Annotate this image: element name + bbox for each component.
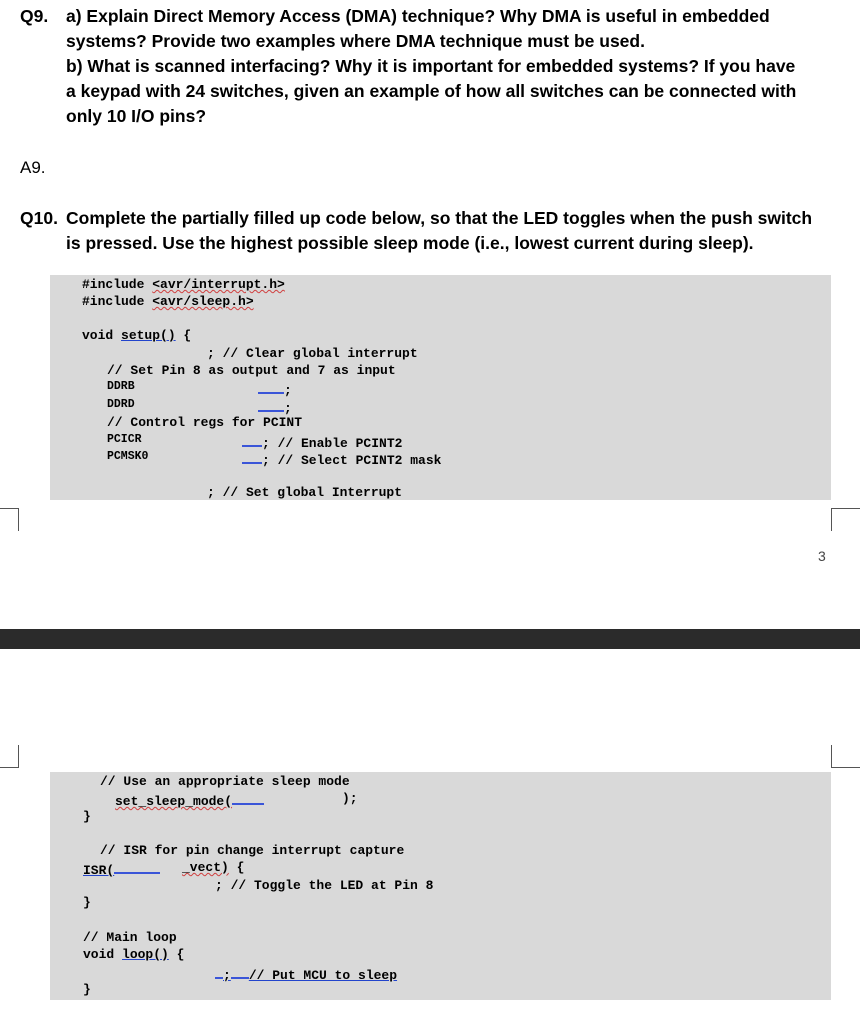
question-9-line: systems? Provide two examples where DMA technique must be used.	[66, 31, 645, 51]
code-token: loop()	[122, 947, 169, 962]
fill-in-blank	[232, 791, 264, 805]
question-10-line: is pressed. Use the highest possible sleep mode (i.e., lowest current during sleep).	[66, 233, 754, 253]
fill-in-blank	[242, 433, 262, 447]
code-line-loop-decl	[83, 947, 184, 962]
code-token: _vect)	[182, 860, 229, 875]
page-number: 3	[818, 548, 826, 564]
fill-in-blank	[215, 965, 223, 979]
code-line-isr	[83, 860, 160, 878]
code-line-close-brace: }	[83, 982, 91, 997]
fill-in-blank	[231, 965, 249, 979]
code-line-loop-comment: // Main loop	[83, 930, 177, 945]
code-line-isr-comment: // ISR for pin change interrupt capture	[100, 843, 405, 858]
question-9-line: a) Explain Direct Memory Access (DMA) technique? Why DMA is useful in embedded	[66, 6, 770, 26]
code-line-regs-comment: // Control regs for PCINT	[107, 415, 303, 430]
code-blank-ddrb	[258, 380, 292, 398]
code-line-include-interrupt	[82, 277, 285, 292]
question-9-line: a keypad with 24 switches, given an example of how all switches can be connected with	[66, 81, 797, 101]
code-token: ;	[284, 383, 292, 398]
page-divider	[0, 629, 860, 649]
page-corner-mark	[831, 745, 860, 768]
code-token: {	[228, 860, 245, 875]
code-line-sleep-comment: // Use an appropriate sleep mode	[100, 774, 350, 789]
code-block-setup	[50, 275, 831, 500]
code-line-pcmsk: PCMSK0	[107, 450, 149, 463]
code-token: <avr/interrupt.h>	[152, 277, 285, 292]
code-line-set-interrupt: ; // Set global Interrupt	[207, 485, 403, 500]
question-9-number: Q9.	[20, 6, 49, 26]
code-token: {	[175, 328, 192, 343]
fill-in-blank	[114, 860, 160, 874]
code-block-isr-loop	[50, 772, 831, 1000]
code-blank-ddrd	[258, 398, 292, 416]
code-line-sleep-call	[215, 965, 397, 983]
code-line-toggle: ; // Toggle the LED at Pin 8	[215, 878, 434, 893]
code-line-close-brace: }	[83, 809, 91, 824]
question-10-line: Complete the partially filled up code below, so that the LED toggles when the push switch	[66, 208, 813, 228]
code-token: set_sleep_mode(	[115, 794, 233, 809]
code-line-include-sleep	[82, 294, 254, 309]
code-line-pcicr: PCICR	[107, 433, 142, 446]
code-line-setup-decl	[82, 328, 191, 343]
code-line-set-sleep-mode	[115, 791, 264, 809]
code-token: setup()	[121, 328, 176, 343]
code-token: ISR(	[83, 863, 115, 878]
code-line-clear-interrupt: ; // Clear global interrupt	[207, 346, 418, 361]
page-corner-mark	[0, 745, 19, 768]
code-token: <avr/sleep.h>	[152, 294, 254, 309]
code-token: #include	[82, 277, 153, 292]
code-line-isr-vect	[182, 860, 244, 875]
fill-in-blank	[242, 450, 262, 464]
code-blank-pcicr	[242, 433, 402, 451]
answer-9-label: A9.	[20, 158, 46, 177]
code-line-ddrb: DDRB	[107, 380, 135, 393]
code-line-pin-comment: // Set Pin 8 as output and 7 as input	[107, 363, 396, 378]
page-corner-mark	[0, 508, 19, 531]
code-token: ;	[223, 968, 231, 983]
question-9-line: only 10 I/O pins?	[66, 106, 207, 126]
code-line-ddrd: DDRD	[107, 398, 135, 411]
question-10-number: Q10.	[20, 208, 58, 228]
code-line-close-brace: }	[83, 895, 91, 910]
question-9-text	[66, 4, 796, 129]
code-token: #include	[82, 294, 153, 309]
code-token: // Put MCU to sleep	[248, 968, 398, 983]
question-9-line: b) What is scanned interfacing? Why it is important for embedded systems? If you have	[66, 56, 796, 76]
fill-in-blank	[258, 380, 284, 394]
code-token: {	[168, 947, 185, 962]
code-token: ; // Enable PCINT2	[262, 436, 403, 451]
code-line-set-sleep-end: );	[342, 791, 358, 806]
code-blank-pcmsk	[242, 450, 441, 468]
code-token: void	[82, 328, 122, 343]
question-10-text	[66, 206, 812, 256]
code-token: ; // Select PCINT2 mask	[262, 453, 442, 468]
page-corner-mark	[831, 508, 860, 531]
fill-in-blank	[258, 398, 284, 412]
code-token: void	[83, 947, 123, 962]
code-token: ;	[284, 401, 292, 416]
